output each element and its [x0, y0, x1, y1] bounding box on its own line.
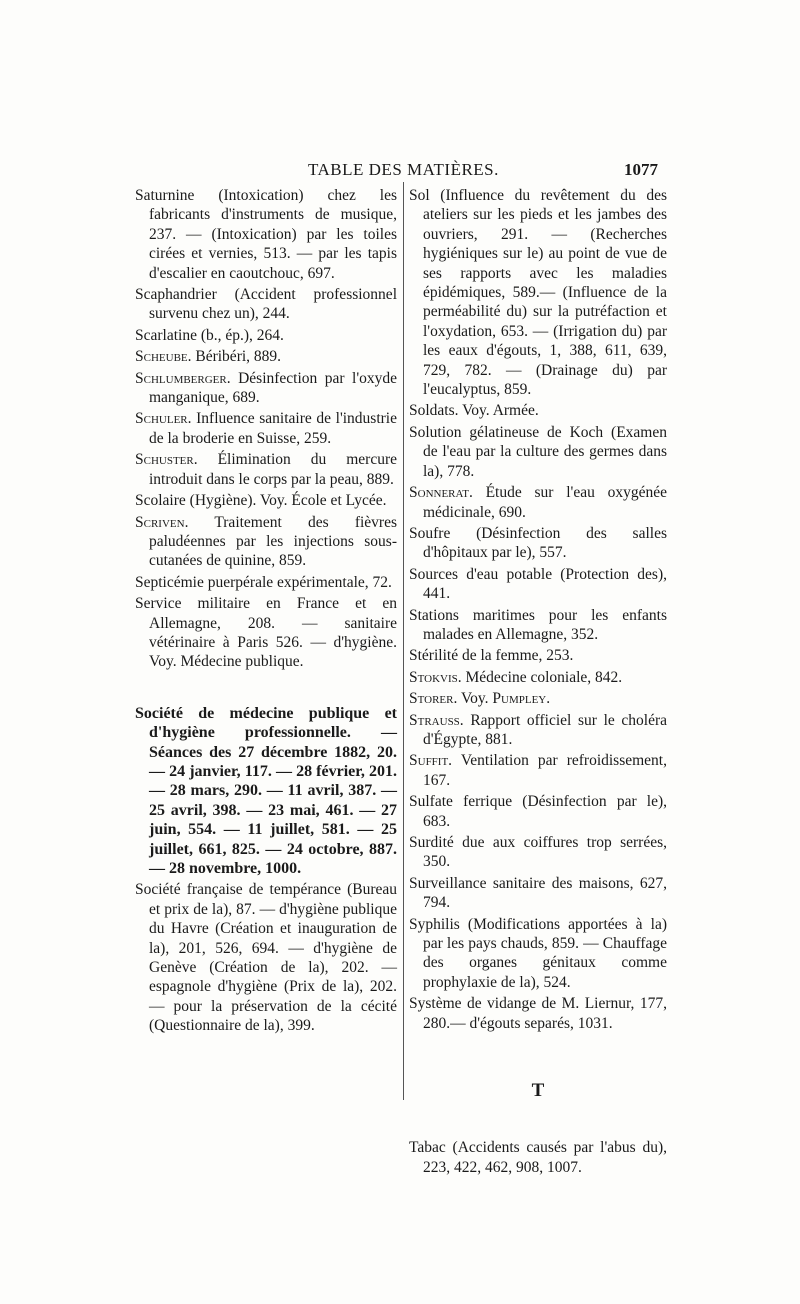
- index-entry: Scolaire (Hygiène). Voy. École et Lycée.: [135, 492, 387, 510]
- author-name: Scriven.: [135, 513, 189, 531]
- running-title: TABLE DES MATIÈRES.: [308, 160, 499, 179]
- index-entry: Sol (Influence du revêtement du des ateliers sur les pieds et les jambes des ouvriers, 291. — (Recherches hygiéniques sur le) au point de vue de ses rapports avec les maladies épidémiques, 589.— (Influence de la perméabilité du) sur la putréfaction et l'oxydation, 653. — (Irrigation du) par les eaux d'égouts, 1, 388, 611, 639, 729, 782. — (Drainage du) par l'eucalyptus, 859.: [409, 187, 667, 399]
- index-entry: Saturnine (Intoxication) chez les fabricants d'instruments de musique, 237. — (Intoxication) par les toiles cirées et vernies, 513. — par les tapis d'escalier en caoutchouc, 697.: [135, 187, 397, 282]
- society-entry: Société de médecine publique et d'hygiène professionnelle. — Séances des 27 décembre 1882, 20. — 24 janvier, 117. — 28 février, 201. — 28 mars, 290. — 11 avril, 387. — 25 avril, 398. — 23 mai, 461. — 27 juin, 554. — 11 juillet, 581. — 25 juillet, 661, 825. — 24 octobre, 887. — 28 novembre, 1000.: [135, 704, 397, 877]
- author-name: Sonnerat.: [409, 484, 473, 502]
- author-name: Strauss.: [409, 711, 464, 729]
- index-entry: Tabac (Accidents causés par l'abus du), 223, 422, 462, 908, 1007.: [409, 1139, 667, 1176]
- society-heading: Société de médecine publique et d'hygiène professionnelle.: [135, 704, 397, 742]
- page-number: 1077: [624, 160, 658, 179]
- index-entry: Septicémie puerpérale expérimentale, 72.: [135, 573, 392, 591]
- cross-reference-name: Pumpley.: [492, 690, 551, 708]
- author-name: Schuster.: [135, 451, 198, 469]
- left-column: [135, 186, 397, 1038]
- right-column: [409, 186, 667, 1179]
- page-header: [0, 160, 800, 182]
- index-entry: Schlumberger. Désinfection par l'oxyde manganique, 689.: [135, 369, 397, 407]
- index-entry: Sulfate ferrique (Désinfection par le), 683.: [409, 793, 667, 830]
- index-entry: Scheube. Béribéri, 889.: [135, 348, 282, 366]
- index-entry: Schuster. Élimination du mercure introduit dans le corps par la peau, 889.: [135, 451, 397, 488]
- index-entry: Système de vidange de M. Liernur, 177, 280.— d'égouts separés, 1031.: [409, 995, 667, 1032]
- index-entry: Solution gélatineuse de Koch (Examen de l'eau par la culture des germes dans la), 778.: [409, 423, 667, 480]
- index-entry: Storer. Voy. Pumpley.: [409, 690, 551, 708]
- index-entry: Stérilité de la femme, 253.: [409, 647, 574, 665]
- index-entry: Scriven. Traitement des fièvres paludéennes par les injections sous-cutanées de quinine, 859.: [135, 513, 397, 570]
- index-entry: Surveillance sanitaire des maisons, 627, 794.: [409, 874, 667, 912]
- index-entry: Strauss. Rapport officiel sur le choléra d'Égypte, 881.: [409, 711, 667, 748]
- index-entry: Soldats. Voy. Armée.: [409, 402, 539, 420]
- index-entry: Soufre (Désinfection des salles d'hôpitaux par le), 557.: [409, 524, 667, 562]
- author-name: Suffit.: [409, 752, 453, 770]
- index-entry: Scaphandrier (Accident professionnel survenu chez un), 244.: [135, 286, 397, 323]
- author-name: Schuler.: [135, 410, 192, 428]
- column-divider: [403, 182, 404, 1100]
- index-entry: Suffit. Ventilation par refroidissement, 167.: [409, 752, 667, 789]
- index-entry: Stokvis. Médecine coloniale, 842.: [409, 668, 623, 686]
- index-entry: Scarlatine (b., ép.), 264.: [135, 326, 284, 344]
- index-entry: Stations maritimes pour les enfants malades en Allemagne, 352.: [409, 606, 667, 643]
- index-entry: Syphilis (Modifications apportées à la) par les pays chauds, 859. — Chauffage des organes génitaux comme prophylaxie de la), 524.: [409, 915, 667, 991]
- index-entry: Schuler. Influence sanitaire de l'industrie de la broderie en Suisse, 259.: [135, 410, 397, 447]
- author-name: Schlumberger.: [135, 369, 231, 387]
- author-name: Scheube.: [135, 348, 192, 366]
- index-entry: Sources d'eau potable (Protection des), 441.: [409, 565, 667, 603]
- index-entry: Surdité due aux coiffures trop serrées, 350.: [409, 834, 667, 871]
- author-name: Stokvis.: [409, 668, 462, 686]
- author-name: Storer.: [409, 690, 458, 708]
- index-entry: Sonnerat. Étude sur l'eau oxygénée médicinale, 690.: [409, 484, 667, 521]
- section-letter: T: [531, 1080, 545, 1102]
- index-entry: Société française de tempérance (Bureau et prix de la), 87. — d'hygiène publique du Havre (Création et inauguration de la), 201, 526, 694. — d'hygiène de Genève (Création de la), 202. — espagnole d'hygiène (Prix de la), 202. — pour la préservation de la cécité (Questionnaire de la), 399.: [135, 881, 397, 1035]
- index-entry: Service militaire en France et en Allemagne, 208. — sanitaire vétérinaire à Paris 526. — d'hygiène. Voy. Médecine publique.: [135, 595, 397, 671]
